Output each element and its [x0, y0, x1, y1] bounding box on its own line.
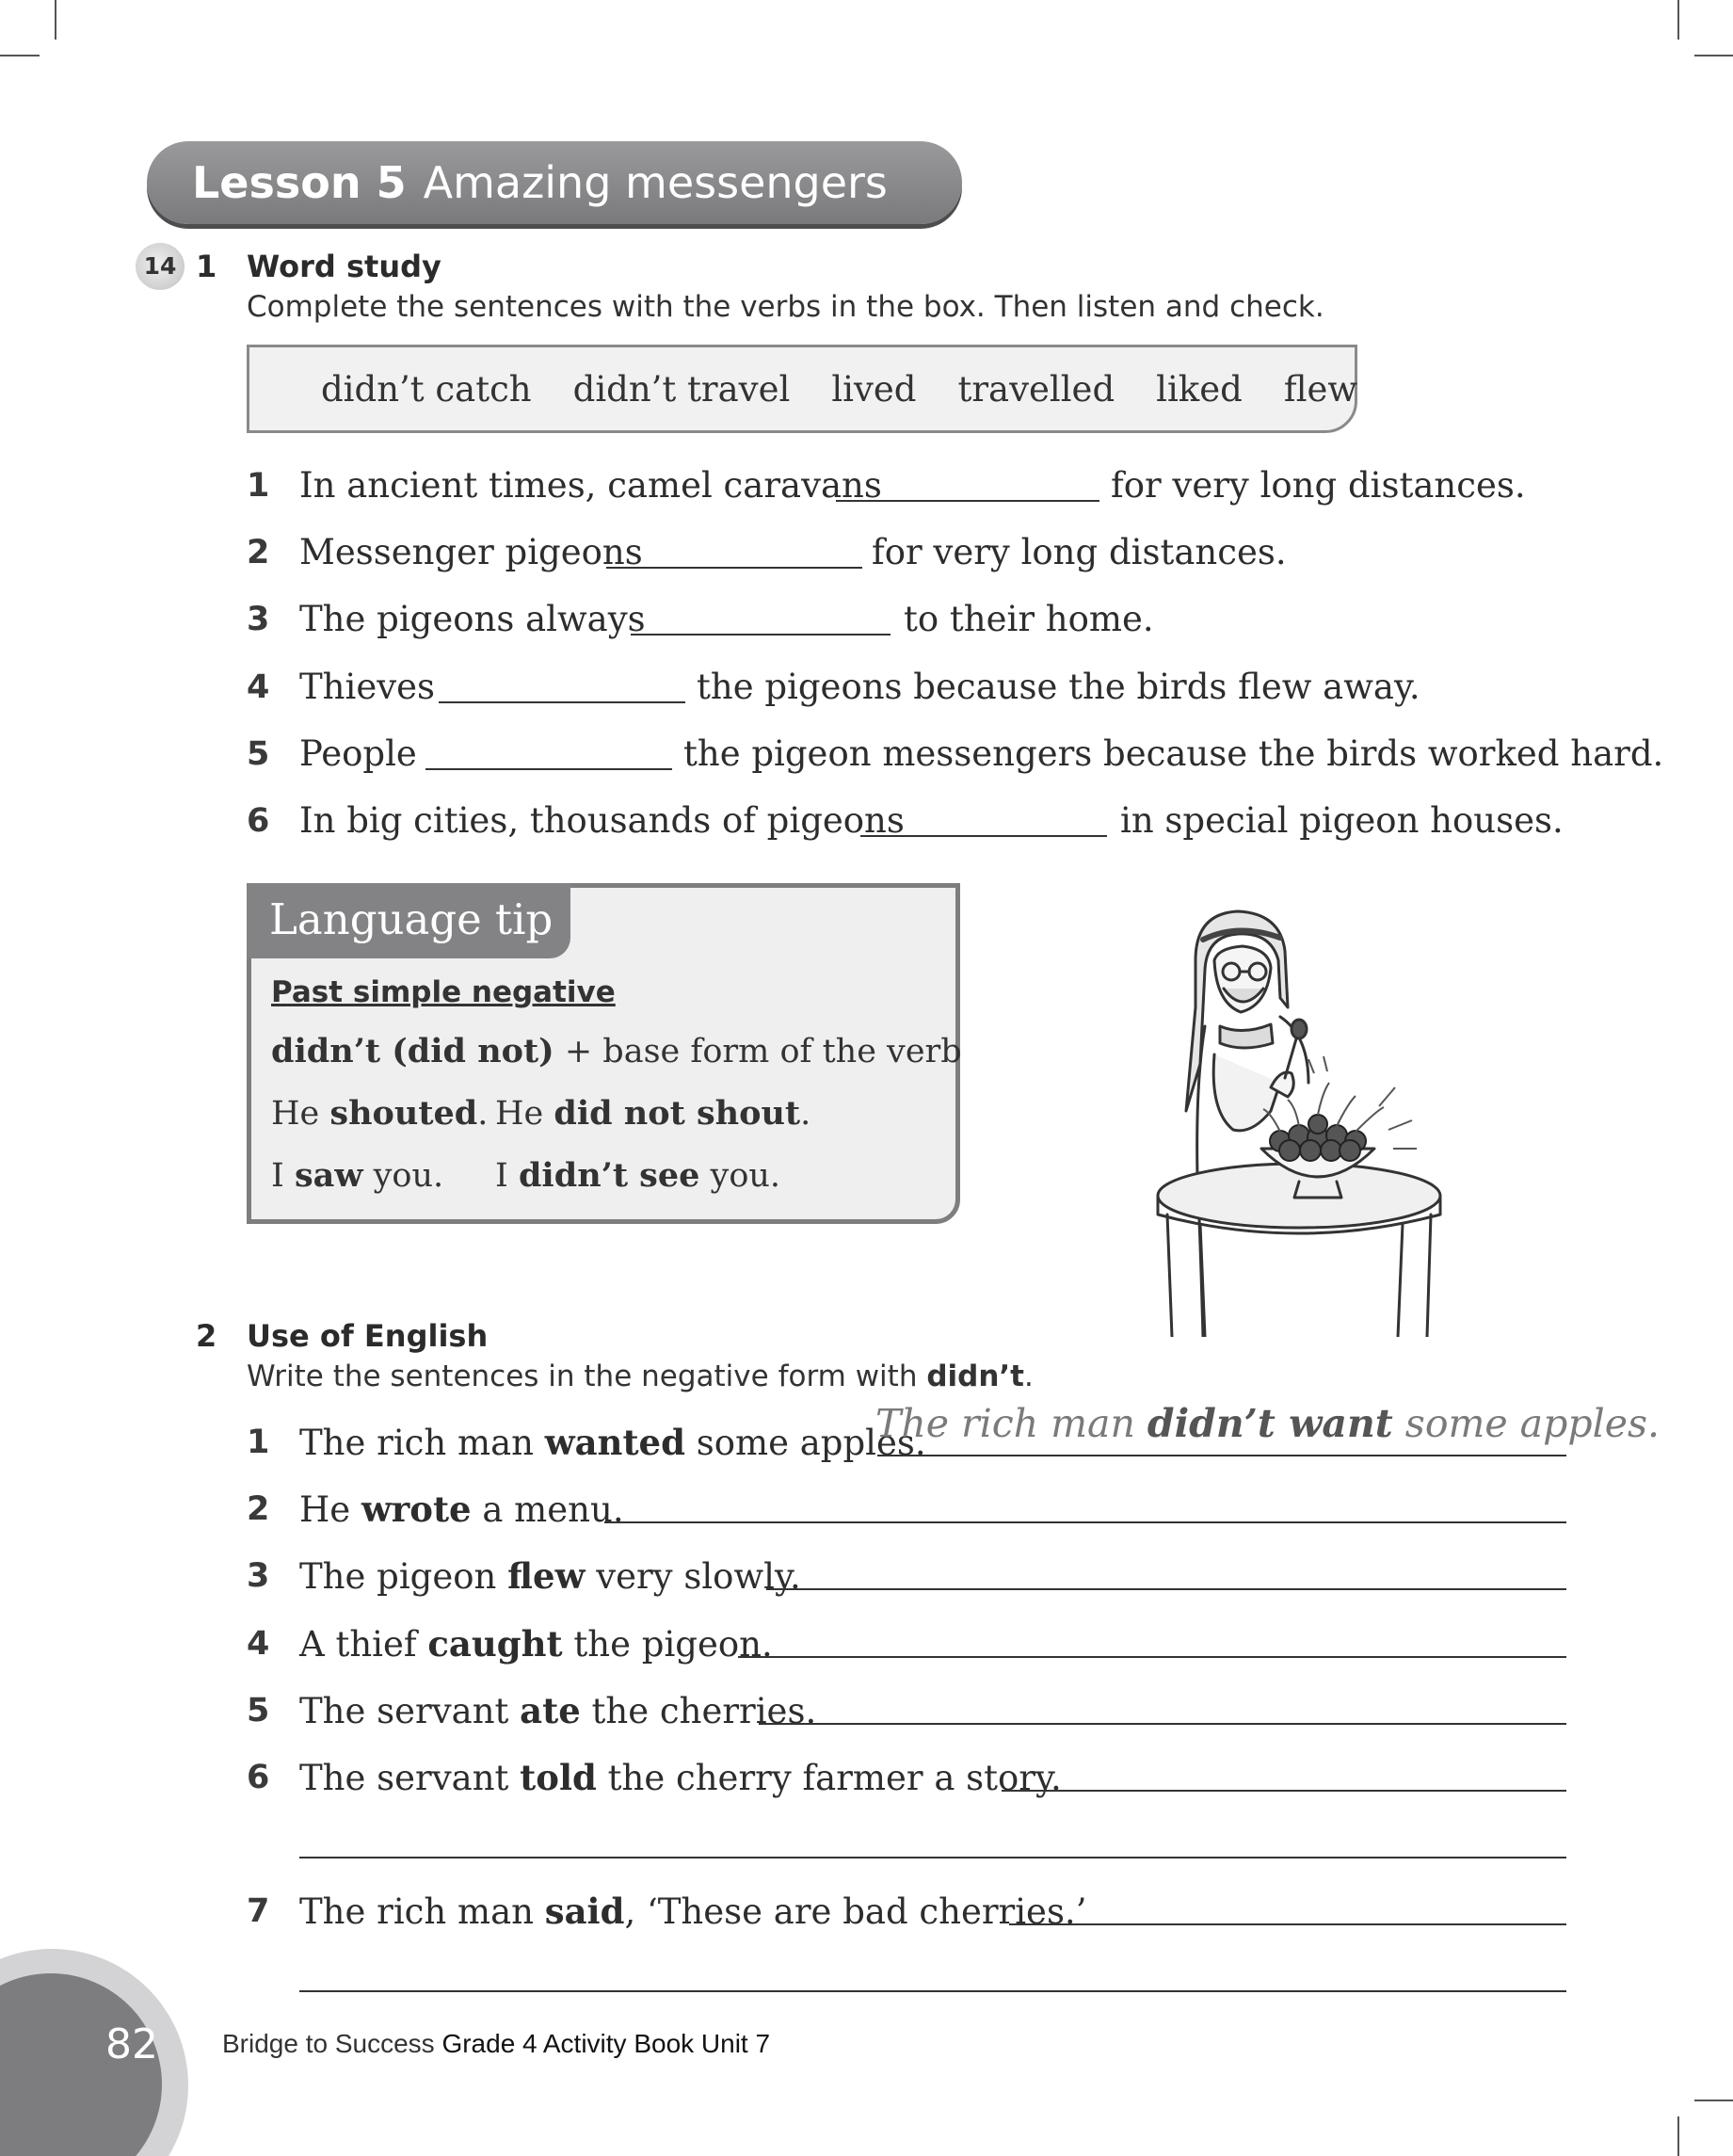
answer-line[interactable] — [1002, 1790, 1566, 1792]
answer-line[interactable] — [299, 1990, 1566, 1992]
language-tip-example: He shouted. — [271, 1094, 489, 1133]
item-number: 3 — [247, 601, 270, 638]
answer-line[interactable] — [738, 1656, 1566, 1658]
word-box — [247, 345, 1357, 433]
language-tip-subtitle: Past simple negative — [271, 975, 616, 1009]
example-answer: The rich man didn’t want some apples. — [875, 1401, 1661, 1446]
crop-mark — [1677, 2116, 1679, 2156]
sentence-text: in special pigeon houses. — [1120, 800, 1564, 841]
word-box-item: flew — [1283, 368, 1358, 410]
crop-mark — [0, 55, 40, 56]
language-tip-title: Language tip — [247, 883, 570, 958]
audio-track-badge[interactable]: 14 — [136, 243, 185, 290]
answer-line[interactable] — [759, 1723, 1566, 1725]
lesson-label: Lesson 5 — [192, 157, 407, 208]
answer-line[interactable] — [604, 1521, 1566, 1523]
sentence-text: In big cities, thousands of pigeons — [299, 800, 905, 841]
sentence-text: In ancient times, camel caravans — [299, 465, 882, 506]
crop-mark — [1677, 0, 1679, 40]
answer-line[interactable] — [766, 1588, 1566, 1590]
lesson-banner — [147, 141, 962, 224]
exercise-title: Use of English — [247, 1318, 489, 1354]
item-number: 4 — [247, 1625, 270, 1663]
exercise-number: 1 — [196, 249, 217, 284]
sentence-text: A thief caught the pigeon. — [299, 1623, 773, 1665]
answer-line[interactable] — [877, 1455, 1566, 1456]
item-number: 2 — [247, 1490, 270, 1528]
sentence-text: for very long distances. — [1111, 465, 1526, 506]
crop-mark — [1694, 55, 1733, 56]
word-box-item: didn’t travel — [572, 368, 791, 410]
exercise-instruction: Complete the sentences with the verbs in the box. Then listen and check. — [247, 290, 1324, 324]
sentence-text: to their home. — [904, 599, 1154, 639]
sentence-text: the pigeons because the birds flew away. — [697, 667, 1420, 707]
sentence-text: The servant told the cherry farmer a story. — [299, 1757, 1062, 1798]
answer-line[interactable] — [299, 1857, 1566, 1858]
language-tip-example: I saw you. — [271, 1156, 444, 1195]
item-number: 5 — [247, 735, 270, 773]
footer-book-title: Bridge to Success Grade 4 Activity Book Unit 7 — [222, 2029, 771, 2058]
item-number: 1 — [247, 1424, 270, 1461]
item-number: 3 — [247, 1557, 270, 1595]
item-number: 6 — [247, 1759, 270, 1796]
answer-blank[interactable] — [606, 567, 862, 569]
sentence-text: Thieves — [299, 667, 436, 707]
sentence-text: He wrote a menu. — [299, 1488, 624, 1530]
answer-blank[interactable] — [860, 835, 1107, 837]
word-box-item: liked — [1156, 368, 1243, 410]
exercise-number: 2 — [196, 1318, 217, 1354]
page-number: 82 — [105, 2020, 158, 2068]
item-number: 7 — [247, 1892, 270, 1930]
word-box-item: didn’t catch — [321, 368, 532, 410]
rich-man-illustration — [1130, 894, 1450, 1337]
word-box-item: travelled — [957, 368, 1115, 410]
sentence-text: Messenger pigeons — [299, 532, 643, 572]
exercise-instruction: Write the sentences in the negative form with didn’t. — [247, 1360, 1034, 1393]
sentence-text: The pigeon flew very slowly. — [299, 1555, 801, 1597]
sentence-text: for very long distances. — [872, 532, 1287, 572]
sentence-text: The rich man said, ‘These are bad cherries.’ — [299, 1891, 1087, 1932]
item-number: 2 — [247, 534, 270, 571]
exercise-title: Word study — [247, 249, 441, 284]
crop-mark — [55, 0, 56, 40]
sentence-text: The pigeons always — [299, 599, 646, 639]
item-number: 1 — [247, 467, 270, 505]
sentence-text: The rich man wanted some apples. — [299, 1422, 926, 1463]
language-tip-rule: didn’t (did not) + base form of the verb — [271, 1032, 962, 1070]
language-tip-example: I didn’t see you. — [495, 1156, 781, 1195]
answer-blank[interactable] — [439, 701, 685, 703]
sentence-text: People — [299, 733, 417, 774]
answer-blank[interactable] — [631, 634, 891, 636]
answer-blank[interactable] — [836, 500, 1099, 502]
item-number: 6 — [247, 802, 270, 840]
sentence-text: The servant ate the cherries. — [299, 1690, 817, 1731]
answer-line[interactable] — [1009, 1923, 1566, 1925]
sentence-text: the pigeon messengers because the birds worked hard. — [683, 733, 1664, 774]
answer-blank[interactable] — [425, 768, 672, 770]
crop-mark — [1694, 2100, 1733, 2101]
language-tip-example: He did not shout. — [495, 1094, 811, 1133]
word-box-item: lived — [831, 368, 917, 410]
item-number: 4 — [247, 668, 270, 706]
item-number: 5 — [247, 1692, 270, 1730]
lesson-title: Amazing messengers — [423, 157, 888, 208]
